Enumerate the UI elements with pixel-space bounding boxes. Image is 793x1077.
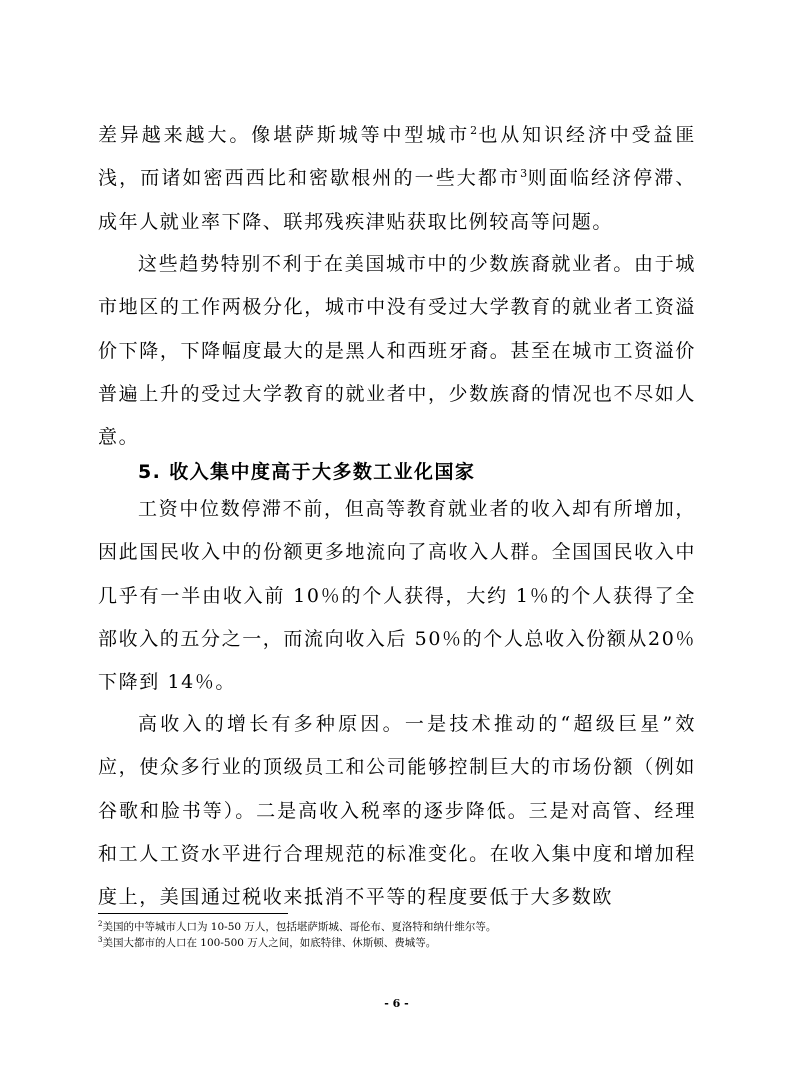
footnote-divider bbox=[98, 913, 288, 914]
footnote-text-2: 美国的中等城市人口为 10-50 万人，包括堪萨斯城、哥伦布、夏洛特和纳什维尔等。 bbox=[102, 921, 497, 933]
footnote-3 bbox=[98, 936, 698, 950]
footnote-text-3: 美国大都市的人口在 100-500 万人之间，如底特律、休斯顿、费城等。 bbox=[102, 937, 437, 949]
footnote-ref-2[interactable]: 2 bbox=[470, 124, 478, 137]
paragraph-4: 高收入的增长有多种原因。一是技术推动的“超级巨星”效应，使众多行业的顶级员工和公司能够控制巨大的市场份额（例如谷歌和脸书等）。二是高收入税率的逐步降低。三是对高管、经理和工人工资水平进行合理规范的标准变化。在收入集中度和增加程度上，美国通过税收来抵消不平等的程度要低于大多数欧 bbox=[98, 713, 696, 909]
paragraph-1 bbox=[98, 114, 696, 244]
paragraph-1-part-3: 则面临经济停滞、成年人就业率下降、联邦残疾津贴获取比例较高等问题。 bbox=[98, 167, 696, 233]
footnote-marker-2: 2 bbox=[98, 920, 103, 928]
footnote-ref-3[interactable]: 3 bbox=[520, 167, 528, 181]
section-heading: 5. 收入集中度高于大多数工业化国家 bbox=[138, 461, 476, 483]
footnote-marker-3: 3 bbox=[98, 936, 103, 944]
footnote-2 bbox=[98, 920, 698, 934]
page-number: - 6 - bbox=[384, 997, 409, 1010]
paragraph-1-part-1: 差异越来越大。像堪萨斯城等中型城市 bbox=[98, 124, 471, 146]
paragraph-1-part-2: 也从知识经济中受益匪浅，而诸如密西西比和密歇根州的一些大都市 bbox=[98, 124, 696, 190]
paragraph-2: 这些趋势特别不利于在美国城市中的少数族裔就业者。由于城市地区的工作两极分化，城市中没有受过大学教育的就业者工资溢价下降，下降幅度最大的是黑人和西班牙裔。甚至在城市工资溢价普遍上升的受过大学教育的就业者中，少数族裔的情况也不尽如人意。 bbox=[98, 253, 696, 449]
paragraph-3: 工资中位数停滞不前，但高等教育就业者的收入却有所增加，因此国民收入中的份额更多地流向了高收入人群。全国国民收入中几乎有一半由收入前 10％的个人获得，大约 1％的个人获得了全部收入的五分之一，而流向收入后 50％的个人总收入份额从20％下降到 14％。 bbox=[98, 498, 696, 694]
